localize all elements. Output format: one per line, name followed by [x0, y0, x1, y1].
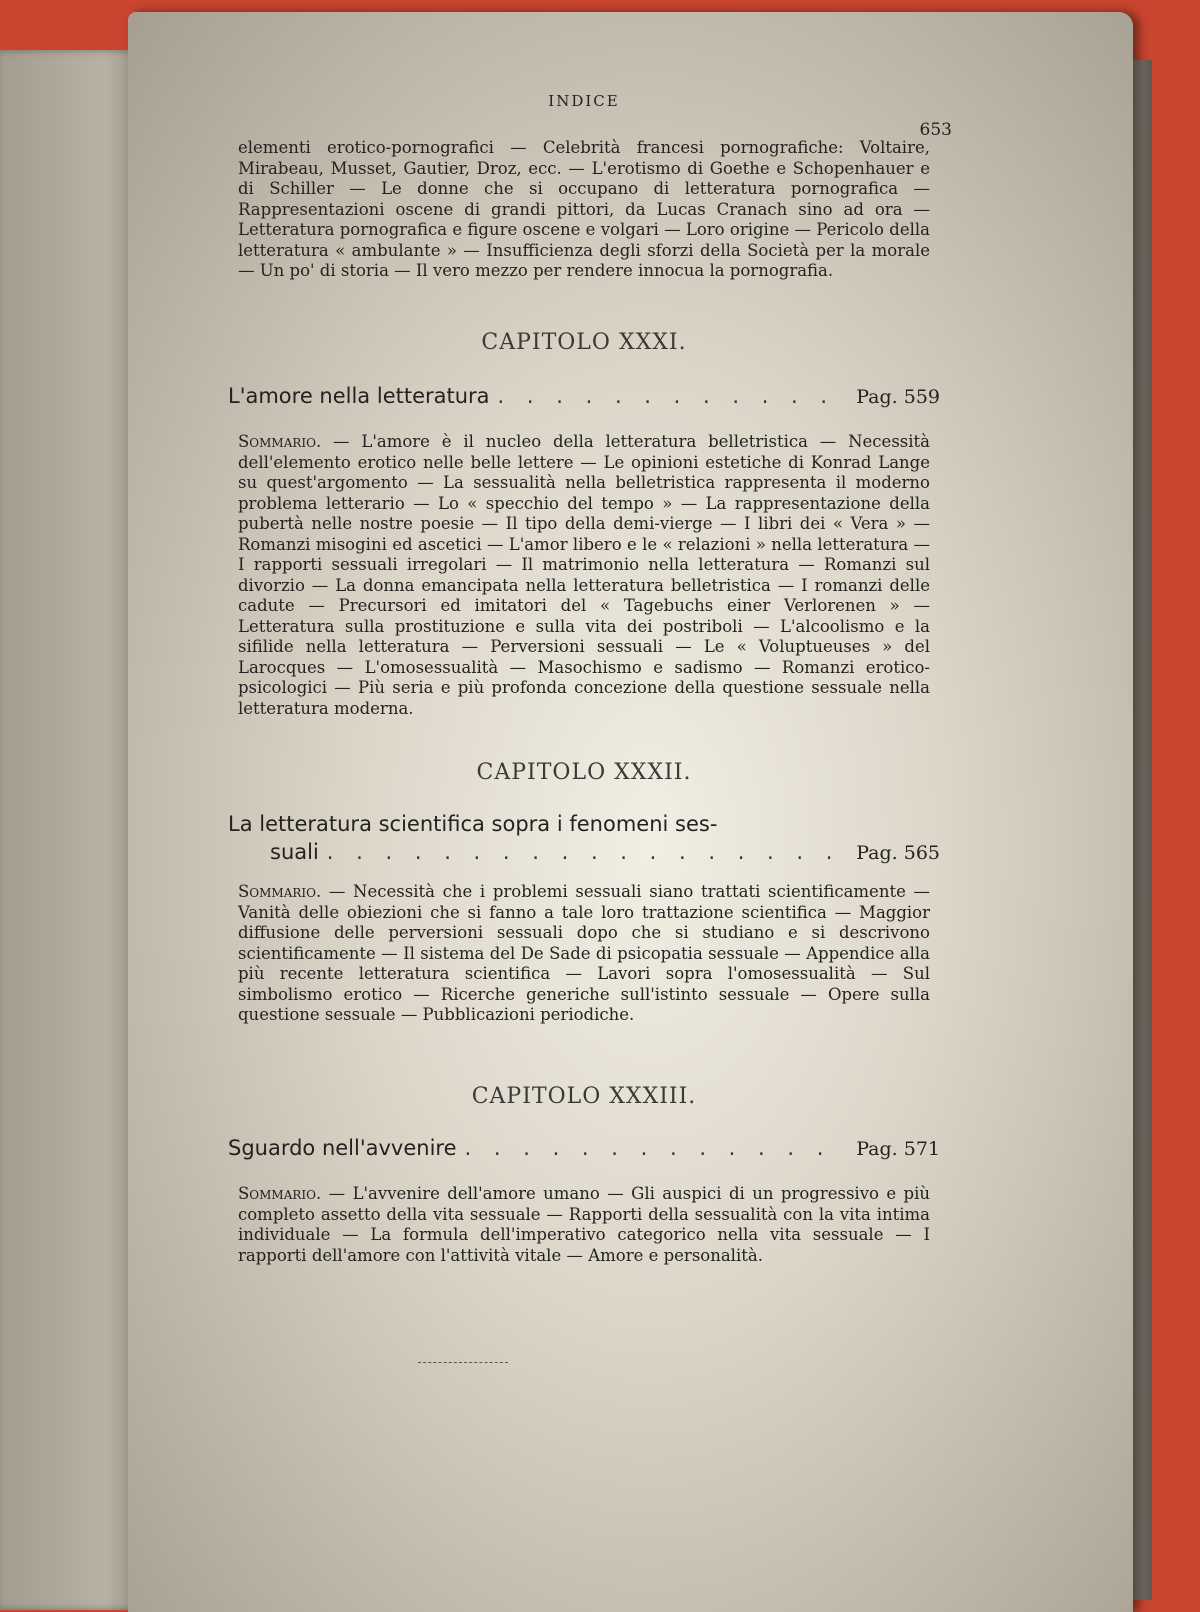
- page-number: 653: [919, 120, 952, 140]
- chapter-heading-xxxi: CAPITOLO XXXI.: [481, 330, 687, 355]
- chapter-title: Sguardo nell'avvenire: [228, 1136, 457, 1160]
- chapter-entry-xxxiii: [228, 1134, 940, 1163]
- end-rule: [418, 1362, 508, 1363]
- chapter-summary-xxxiii: [238, 1184, 930, 1266]
- page-reference: Pag. 571: [856, 1138, 940, 1160]
- chapter-heading-xxxiii: CAPITOLO XXXIII.: [471, 1084, 697, 1109]
- chapter-title-continuation: suali: [270, 840, 319, 864]
- chapter-summary-xxxii: [238, 882, 930, 1026]
- summary-lead: Sommario.: [238, 882, 322, 901]
- chapter-summary-xxxi: [238, 432, 930, 719]
- chapter-heading-xxxii: CAPITOLO XXXII.: [476, 760, 692, 785]
- summary-lead: Sommario.: [238, 1184, 322, 1203]
- chapter-title: La letteratura scientifica sopra i fenomeni ses-: [228, 812, 718, 836]
- summary-lead: Sommario.: [238, 432, 322, 451]
- chapter-entry-xxxii: [228, 810, 940, 867]
- leader-dots: [465, 1134, 849, 1162]
- running-head: INDICE: [548, 92, 620, 110]
- summary-text: — L'avvenire dell'amore umano — Gli auspici di un progressivo e più completo assetto della vita sessuale — Rapporti della sessualità con la vita intima individuale — La formula dell'imperativo categorico nella vita sessuale — I rapporti dell'amore con l'attività vitale — Amore e personalità.: [238, 1184, 930, 1265]
- page-reference: Pag. 559: [856, 386, 940, 408]
- summary-text: — L'amore è il nucleo della letteratura belletristica — Necessità dell'elemento erotico nelle belle lettere — Le opinioni estetiche di Konrad Lange su quest'argomento — La sessualità nella belletristica rappresenta il moderno problema letterario — Lo « specchio del tempo » — La rappresentazione della pubertà nelle nostre poesie — Il tipo della demi-vierge — I libri dei « Vera » — Romanzi misogini ed ascetici — L'amor libero e le « relazioni » nella letteratura — I rapporti sessuali irregolari — Il matrimonio nella letteratura — Romanzi sul divorzio — La donna emancipata nella letteratura belletristica — I romanzi delle cadute — Precursori ed imitatori del « Tagebuchs einer Verlorenen » — Letteratura sulla prostituzione e sulla vita dei postriboli — L'alcoolismo e la sifilide nella letteratura — Perversioni sessuali — Le « Voluptueuses » del Larocques — L'omosessualità — Masochismo e sadismo — Romanzi erotico-psicologici — Più seria e più profonda concezione della questione sessuale nella letteratura moderna.: [238, 432, 930, 718]
- chapter-entry-xxxi: [228, 382, 940, 411]
- page-reference: Pag. 565: [856, 842, 940, 864]
- summary-text: — Necessità che i problemi sessuali siano trattati scientificamente — Vanità delle obiezioni che si fanno a tale loro trattazione scientifica — Maggior diffusione delle perversioni sessuali dopo che si studiano e si descrivono scientificamente — Il sistema del De Sade di psicopatia sessuale — Appendice alla più recente letteratura scientifica — Lavori sopra l'omosessualità — Sul simbolismo erotico — Ricerche generiche sull'istinto sessuale — Opere sulla questione sessuale — Pubblicazioni periodiche.: [238, 882, 930, 1024]
- continued-summary: elementi erotico-pornografici — Celebrità francesi pornografiche: Voltaire, Mirabeau, Musset, Gautier, Droz, ecc. — L'erotismo di Goethe e Schopenhauer e di Schiller — Le donne che si occupano di letteratura pornografica — Rappresentazioni oscene di grandi pittori, da Lucas Cranach sino ad ora — Letteratura pornografica e figure oscene e volgari — Loro origine — Pericolo della letteratura « ambulante » — Insufficienza degli sforzi della Società per la morale — Un po' di storia — Il vero mezzo per rendere innocua la pornografia.: [238, 138, 930, 280]
- chapter-title: L'amore nella letteratura: [228, 384, 490, 408]
- leader-dots: [498, 382, 849, 410]
- leader-dots: [327, 838, 848, 866]
